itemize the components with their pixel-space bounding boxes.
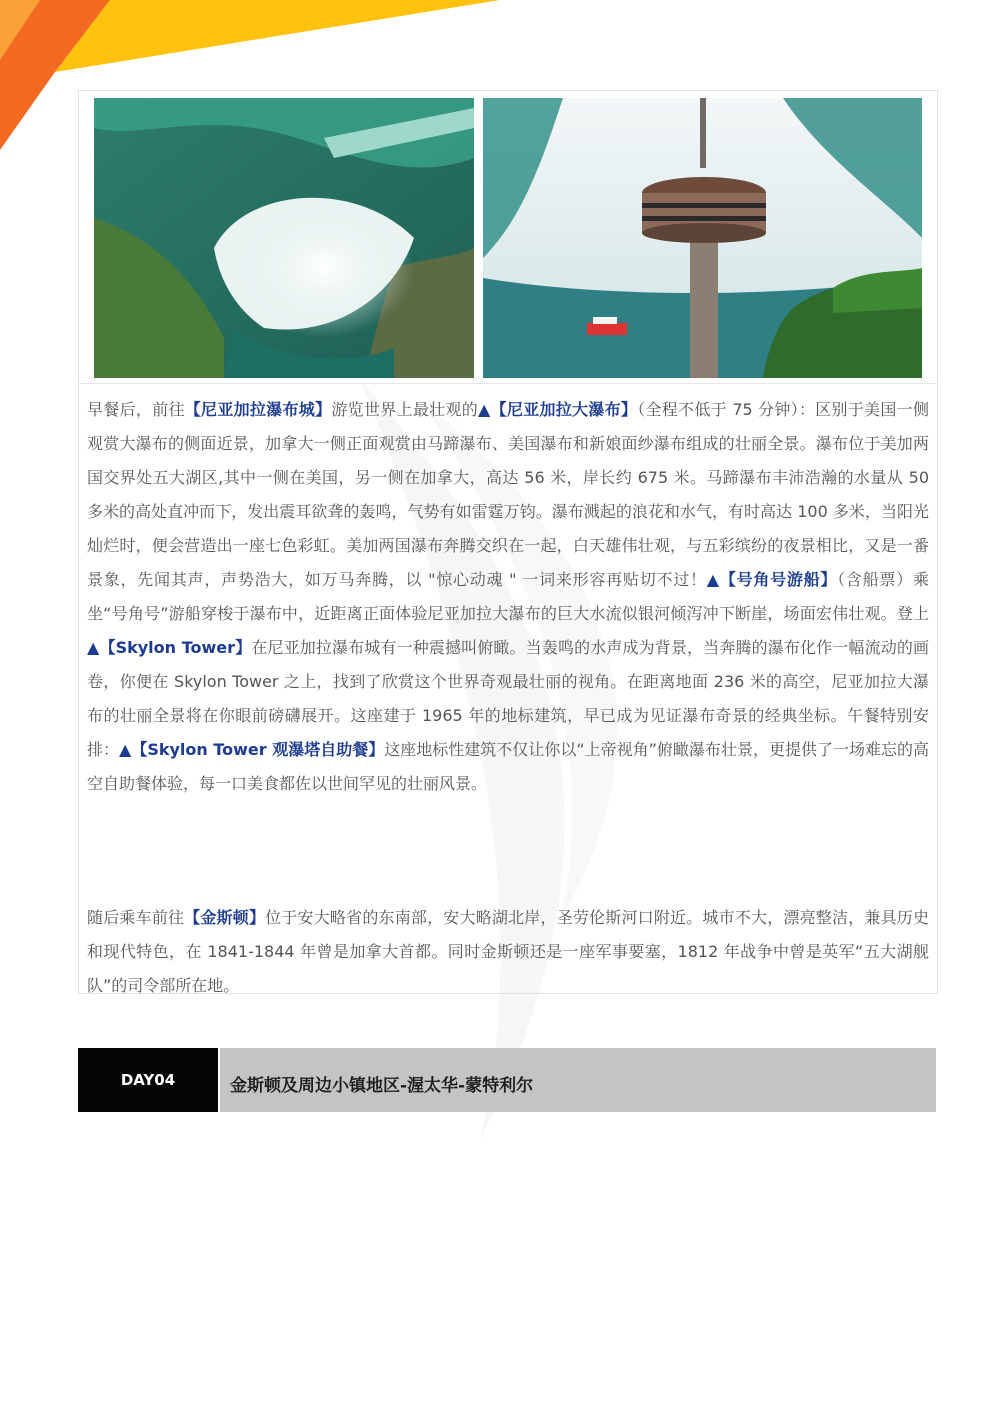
body-text: （含船票）乘坐“号角号”游船穿梭于瀑布中，近距离正面体验尼亚加拉大瀑布的巨大水流似银河倾泻冲下断崖，场面宏伟壮观。登上: [87, 570, 929, 623]
tower-photo: [483, 98, 922, 378]
day-header: [78, 1048, 936, 1112]
itinerary-paragraph: [87, 393, 929, 801]
body-text: 随后乘车前往: [87, 908, 185, 927]
highlight-text: 【金斯顿】: [184, 908, 266, 927]
highlight-text: ▲【Skylon Tower 观瀑塔自助餐】: [119, 740, 385, 759]
body-text: 位于安大略省的东南部，安大略湖北岸，圣劳伦斯河口附近。城市不大，漂亮整洁，兼具历史和现代特色，在 1841-1844 年曾是加拿大首都。同时金斯顿还是一座军事要塞，1812 年战争中曾是英军“五大湖舰队”的司令部所在地。: [87, 908, 929, 995]
card-divider: [79, 383, 937, 384]
photo-row: [94, 98, 922, 378]
highlight-text: ▲【尼亚加拉大瀑布】: [478, 400, 638, 419]
day-title: 金斯顿及周边小镇地区-渥太华-蒙特利尔: [220, 1048, 936, 1112]
body-text: 这座地标性建筑不仅让你以“上帝视角”俯瞰瀑布壮景，更提供了一场难忘的高空自助餐体验，每一口美食都佐以世间罕见的壮丽风景。: [87, 740, 929, 793]
highlight-text: ▲【Skylon Tower】: [87, 638, 252, 657]
day-label: DAY04: [78, 1048, 218, 1112]
body-text: 游览世界上最壮观的: [331, 400, 478, 419]
highlight-text: ▲【号角号游船】: [706, 570, 838, 589]
kingston-paragraph: [87, 901, 929, 1003]
highlight-text: 【尼亚加拉瀑布城】: [184, 400, 332, 419]
body-text: （全程不低于 75 分钟）：区别于美国一侧观赏大瀑布的侧面近景，加拿大一侧正面观赏由马蹄瀑布、美国瀑布和新娘面纱瀑布组成的壮丽全景。瀑布位于美加两国交界处五大湖区,其中一侧在美国，另一侧在加拿大，高达 56 米，岸长约 675 米。马蹄瀑布丰沛浩瀚的水量从 50 多米的高处直冲而下，发出震耳欲聋的轰鸣，气势有如雷霆万钧。瀑布溅起的浪花和水气，有时高达 100 多米，当阳光灿烂时，便会营造出一座七色彩虹。美加两国瀑布奔腾交织在一起，白天雄伟壮观，与五彩缤纷的夜景相比，又是一番景象，先闻其声，声势浩大，如万马奔腾，以 "惊心动魂 " 一词来形容再贴切不过！: [87, 400, 929, 589]
waterfall-photo: [94, 98, 474, 378]
body-text: 在尼亚加拉瀑布城有一种震撼叫俯瞰。当轰鸣的水声成为背景，当奔腾的瀑布化作一幅流动的画卷，你便在 Skylon Tower 之上，找到了欣赏这个世界奇观最壮丽的视角。在距离地面 236 米的高空，尼亚加拉大瀑布的壮丽全景将在你眼前磅礴展开。这座建于 1965 年的地标建筑，早已成为见证瀑布奇景的经典坐标。午餐特别安排：: [87, 638, 929, 759]
body-text: 早餐后，前往: [87, 400, 185, 419]
content-card: [78, 90, 938, 994]
